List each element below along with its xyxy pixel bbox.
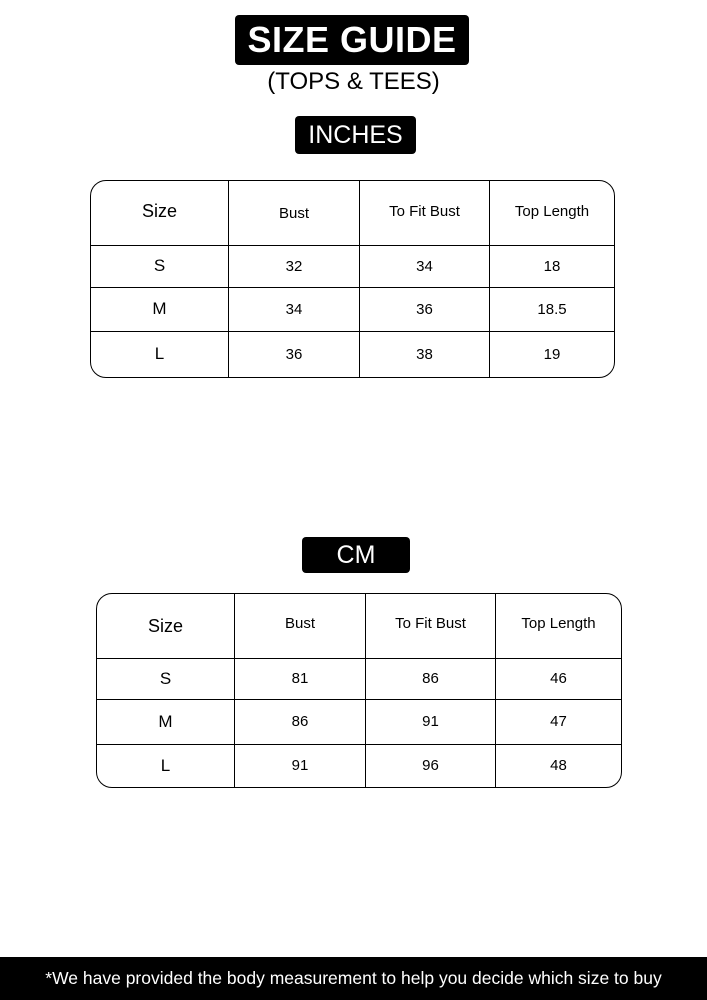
cm-size-table [96, 593, 622, 788]
header-size: Size [91, 181, 229, 245]
size-cell: M [97, 699, 235, 744]
header-bust: Bust [235, 594, 366, 658]
bust-cell: 34 [229, 287, 360, 331]
header-top-length: Top Length [496, 594, 622, 658]
page-subtitle: (TOPS & TEES) [267, 68, 440, 95]
table-row [91, 287, 614, 331]
table-row [97, 744, 621, 787]
top-length-cell: 48 [550, 757, 567, 775]
table-header-row [91, 181, 614, 245]
header-to-fit-bust: To Fit Bust [366, 594, 496, 658]
header-top-length: Top Length [490, 181, 615, 245]
to-fit-bust-cell: 86 [366, 658, 496, 699]
to-fit-bust-cell: 34 [360, 245, 490, 287]
table-row [97, 699, 621, 744]
table-row [91, 245, 614, 287]
to-fit-bust-cell: 36 [360, 287, 490, 331]
top-length-cell: 18 [490, 245, 615, 287]
header-to-fit-bust: To Fit Bust [360, 181, 490, 245]
top-length-cell: 46 [496, 658, 622, 699]
cm-unit-label: CM [302, 537, 410, 573]
table-row [91, 331, 614, 377]
bust-cell: 91 [235, 744, 366, 787]
inches-unit-label: INCHES [295, 116, 416, 154]
size-cell: M [91, 287, 229, 331]
to-fit-bust-cell: 38 [360, 331, 490, 377]
size-cell: L [91, 331, 229, 377]
top-length-cell: 47 [496, 699, 622, 744]
header-bust: Bust [229, 181, 360, 245]
bust-cell: 81 [235, 658, 366, 699]
bust-cell: 86 [235, 699, 366, 744]
table-row [97, 658, 621, 699]
size-cell: S [97, 658, 235, 699]
size-cell: S [91, 245, 229, 287]
footer-note: *We have provided the body measurement to help you decide which size to buy [0, 957, 707, 1000]
inches-size-table [90, 180, 615, 378]
to-fit-bust-cell: 91 [366, 699, 496, 744]
top-length-cell: 18.5 [490, 287, 615, 331]
to-fit-bust-cell: 96 [366, 744, 496, 787]
top-length-cell: 19 [543, 345, 561, 363]
bust-cell: 32 [229, 245, 360, 287]
page-title: SIZE GUIDE [235, 15, 469, 65]
table-header-row [97, 594, 621, 658]
bust-cell: 36 [229, 331, 360, 377]
size-cell: L [97, 744, 235, 787]
header-size: Size [97, 594, 235, 658]
